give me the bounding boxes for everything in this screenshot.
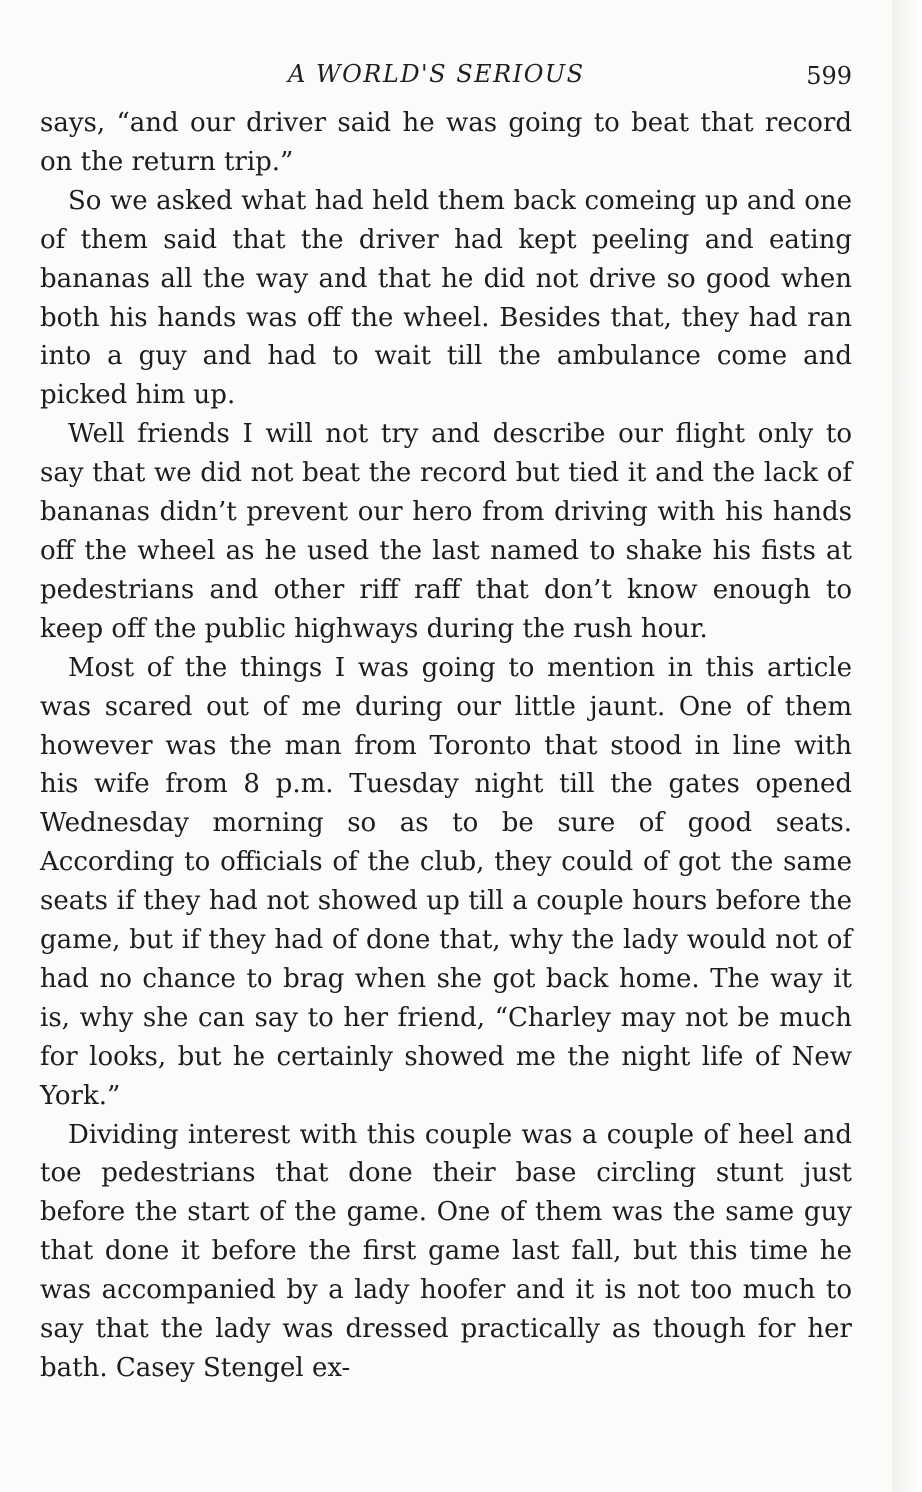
paragraph: Most of the things I was going to mention in this article was scared out of me during our little jaunt. One of them however was the man from Toronto that stood in line with his wife from 8 p.m. Tuesday night till the gates opened Wednesday morning so as to be sure of good seats. According to officials of the club, they could of got the same seats if they had not showed up till a couple hours before the game, but if they had of done that, why the lady would not of had no chance to brag when she got back home. The way it is, why she can say to her friend, “Charley may not be much for looks, but he certainly showed me the night life of New York.” — [40, 652, 852, 1111]
paragraph: So we asked what had held them back comeing up and one of them said that the driver had kept peeling and eating bananas all the way and that he did not drive so good when both his hands was off the wheel. Besides that, they had ran into a guy and had to wait till the ambulance come and picked him up. — [40, 185, 852, 411]
paragraph: says, “and our driver said he was going to beat that record on the return trip.” — [40, 108, 852, 177]
running-head — [40, 58, 852, 98]
paragraph: Well friends I will not try and describe our flight only to say that we did not beat the record but tied it and the lack of bananas didn’t prevent our hero from driving with his hands off the wheel as he used the last named to shake his fists at pedestrians and other riff raff that don’t know enough to keep off the public highways during the rush hour. — [40, 419, 852, 644]
page-number: 599 — [806, 62, 852, 90]
body-text — [40, 104, 852, 1388]
page-edge — [892, 0, 922, 1492]
paragraph: Dividing interest with this couple was a couple of heel and toe pedestrians that done their base circling stunt just before the start of the game. One of them was the same guy that done it before the first game last fall, but this time he was accompanied by a lady hoofer and it is not too much to say that the lady was dressed practically as though for her bath. Casey Stengel ex- — [40, 1119, 852, 1383]
running-title: A WORLD'S SERIOUS — [288, 60, 585, 88]
